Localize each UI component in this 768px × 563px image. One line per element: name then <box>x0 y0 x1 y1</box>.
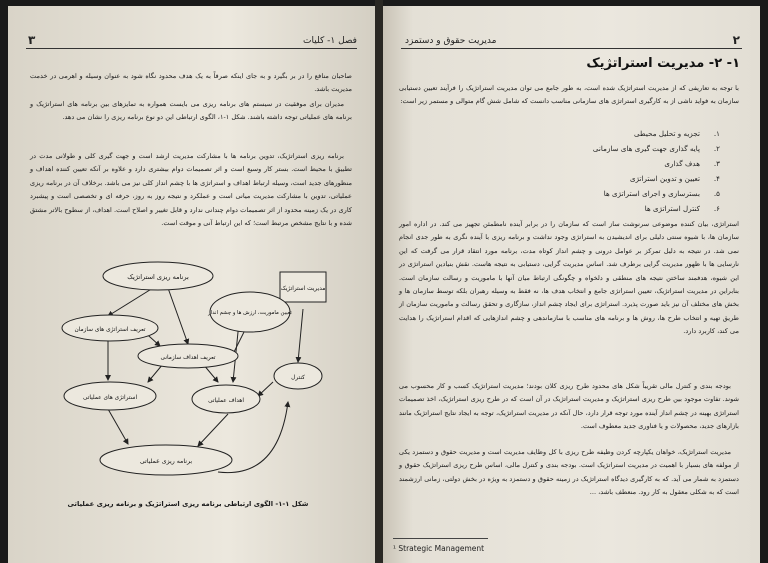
list-item: ۴.تعیین و تدوین استراتژی <box>629 174 720 183</box>
header-rule <box>26 48 357 49</box>
page-number: ۲ <box>732 33 740 47</box>
list-item: ۱.تجزیه و تحلیل محیطی <box>634 129 720 138</box>
strategic-operational-diagram <box>48 254 338 494</box>
paragraph: صاحبان منافع را در بر بگیرد و به جای اینکه صرفاً به یک هدف محدود نگاه شود به عنوان وسیله و اهرمی در خدمت مدیریت باشد. <box>30 72 352 94</box>
node-operational-goals-label: اهداف عملیاتی <box>208 398 244 404</box>
steps-list <box>593 126 720 216</box>
node-control-label: کنترل <box>291 375 305 381</box>
node-define-vision-label: تعیین ماموریت، ارزش ها و چشم انداز <box>208 310 292 316</box>
footnote: ¹ Strategic Management <box>393 544 485 553</box>
book-gutter <box>375 0 383 563</box>
intro-paragraph: با توجه به تعاریفی که از مدیریت استراتژیک شده است، به طور جامع می توان مدیریت استراتژیک را فرآیند تعیین دستیابی سازمان به فواید ناشی از به کارگیری استراتژی های سازمانی مناسب دانست که شامل شش گام متوالی و مستمر زیر است: <box>399 84 739 106</box>
footnote-rule <box>393 538 488 539</box>
page-number: ۳ <box>28 33 36 47</box>
section-heading: ۱- ۲- مدیریت استراتژیک <box>586 56 740 71</box>
right-page-header <box>401 32 742 52</box>
header-rule <box>401 48 742 49</box>
node-strategy-mgmt-label: مدیریت استراتژیک <box>280 286 326 292</box>
node-define-org-strategies-label: تعریف استراتژی های سازمان <box>74 327 146 333</box>
list-item: ۲.پایه گذاری جهت گیری های سازمانی <box>592 144 720 153</box>
list-item: ۶.کنترل استراتژی ها <box>644 204 720 213</box>
running-title: مدیریت حقوق و دستمزد <box>405 36 497 46</box>
paragraph: برنامه ریزی استراتژیک، تدوین برنامه ها با مشارکت مدیریت ارشد است و جهت گیری کلی و طولانی مدت در تطبیق با محیط است. بستر کار وسیع است و اثر تصمیمات دوام بیشتری دارد و علاوه بر آنکه تعیین کننده اهداف و منظورهای جدید است، وسیله ارتباط اهداف و استراتژی ها با چشم انداز کلی نیز می باشد. برخلاف آن در برنامه ریزی عملیاتی، تدوین با مشارکت مدیریت میانی است و عملکرد و نتیجه روز به روز، حرفه ای و تخصصی است و پیشبرد کاری در یک زمینه محدود از اثر تصمیمات دوام چندانی ندارد و قابل تغییر و اصلاح است. اهداف، از سطوح بالاتر مشتق شده و با نتایج مشخص مرتبط است؛ که این ارتباط آنی و موقت است. <box>30 152 352 228</box>
node-define-org-goals-label: تعریف اهداف سازمانی <box>160 355 216 361</box>
paragraph: بودجه بندی و کنترل مالی تقریباً شکل های محدود طرح ریزی کلان بودند؛ مدیریت استراتژیک کسب و کار محسوب می شوند. تفاوت موجود بین طرح ریزی استراتژیک و مدیریت استراتژیک در آن است که در طرح ریزی استراتژیک، اخذ تصمیمات استراتژی بهینه در چشم انداز آینده مورد توجه قرار دارد، حال آنکه در مدیریت استراتژیک، توجه به ایجاد نتایج استراتژیک مانند بازارهای جدید، محصولات و یا فناوری جدید معطوف است. <box>399 382 739 431</box>
list-item: ۵.بسترسازی و اجرای استراتژی ها <box>603 189 720 198</box>
paragraph: استراتژی، بیان کننده موضوعی سرنوشت ساز است که سازمان را در برابر آینده نامطمئن تجهیز می کند. در اداره امور سازمان ها، با شیوه سنتی دلیلی برای اندیشیدن به استراتژی وجود نداشت و برنامه ریزی با آینده نگری به طور جدی انجام نمی شد. در نتیجه به دلیل تمرکز بر عوامل درونی و چشم انداز کوتاه مدت، برنامه مورد انتقاد قرار می گرفت که این نارسایی ها با ظهور مدیریت گرایی برطرف شد. اساس مدیریت گرایی، دستیابی به نتیجه هاست. نقش بنیادین استراتژی در این شیوه، هدفمند ساختن نتیجه های منطقی و دلخواه و چگونگی ارتباط میان آنها با ماموریت و رسالت سازمان است. بنابراین در مدیریت استراتژیک، تعیین استراتژی جامع و انتخاب هدف ها، نه فقط به وسیله رهبران بلکه توسط سازمان ها و بخش های مختلف آن نیز باید صورت پذیرد. استراتژی برای ایجاد چشم انداز، سازگاری و تحقق رسالت و ماموریت سازمان از طریق تهیه و انتخاب طرح ها، روش ها و برنامه های مناسب با سازماندهی و چشم اندازهایی که اقدام استراتژیک را هدایت می کند، کاربرد دارد. <box>399 220 739 336</box>
node-operational-planning-label: برنامه ریزی عملیاتی <box>139 458 193 465</box>
running-title: فصل ۱- کلیات <box>303 36 357 46</box>
paragraph: مدیریت استراتژیک، خواهان یکپارچه کردن وظیفه طرح ریزی با کل وظایف مدیریت است و مدیریت حقوق و دستمزد یکی از مولفه های بسیار با اهمیت در مدیریت استراتژیک است. بودجه بندی و کنترل مالی، اساس طرح ریزی استراتژیک حقوق و دستمزد به شمار می آید. که به کارگیری دیدگاه استراتژیک در زمینه حقوق و دستمزد به ویژه در بخش دولتی، زمانی ارزشمند است که به شکلی معقول به کار رود. منعطف باشد، ... <box>399 448 739 497</box>
left-page <box>8 6 375 563</box>
figure-caption: شکل ۱-۱- الگوی ارتباطی برنامه ریزی استراتژیک و برنامه ریزی عملیاتی <box>67 500 309 508</box>
left-page-header <box>26 32 357 52</box>
right-page <box>383 6 760 563</box>
paragraph: مدیران برای موفقیت در سیستم های برنامه ریزی می بایست همواره به تمایزهای بین برنامه های استراتژیک و برنامه های عملیاتی توجه داشته باشند. شکل ۱-۱، الگوی ارتباطی این دو نوع برنامه ریزی را نشان می دهد. <box>30 100 352 122</box>
node-operational-strategies-label: استراتژی های عملیاتی <box>82 395 138 401</box>
node-strategic-planning-label: برنامه ریزی استراتژیک <box>127 273 189 281</box>
list-item: ۳.هدف گذاری <box>664 159 720 168</box>
